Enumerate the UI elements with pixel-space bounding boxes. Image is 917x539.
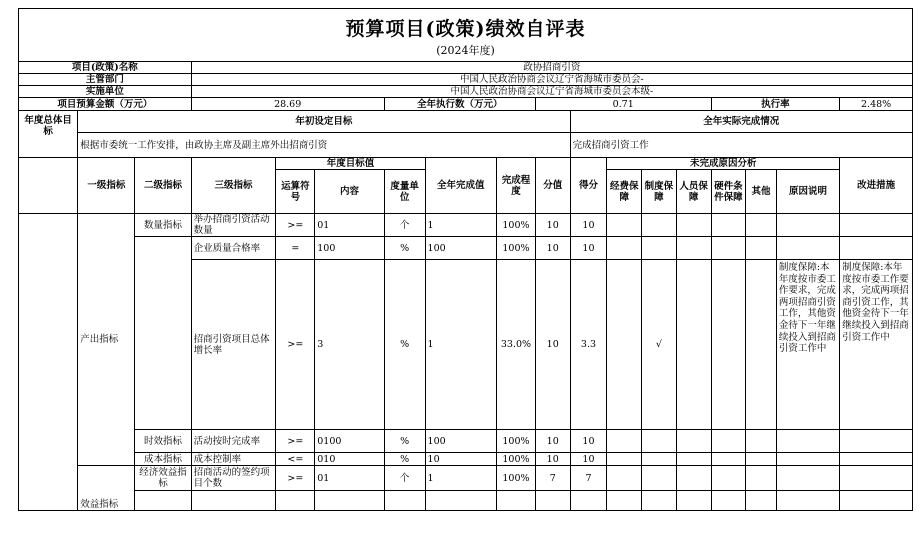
benefit-label: 效益指标	[78, 466, 135, 511]
score-cell: 10	[535, 214, 570, 237]
header-annual-target: 年度目标值	[276, 158, 425, 170]
content-cell: 0100	[315, 430, 384, 453]
got-cell: 10	[570, 214, 607, 237]
header-op: 运算符号	[276, 170, 315, 214]
op-cell: >=	[276, 466, 315, 491]
degree-cell: 100%	[497, 453, 536, 466]
unit-cell: %	[384, 453, 425, 466]
score-cell: 7	[535, 466, 570, 491]
year-subtitle: (2024年度)	[436, 44, 495, 57]
header-score: 分值	[535, 158, 570, 214]
content-cell: 100	[315, 237, 384, 260]
score-cell: 10	[535, 430, 570, 453]
project-name-label: 项目(政策)名称	[19, 62, 192, 74]
op-cell: >=	[276, 430, 315, 453]
l2-cell: 经济效益指标	[135, 466, 191, 491]
score-cell: 10	[535, 453, 570, 466]
score-cell: 10	[535, 260, 570, 430]
header-r-hw: 硬件条件保障	[711, 170, 746, 214]
l3-cell: 招商引资项目总体增长率	[191, 260, 276, 430]
unit-cell: %	[384, 237, 425, 260]
unit-cell: %	[384, 260, 425, 430]
evaluation-table	[18, 61, 913, 511]
header-r-fund: 经费保障	[607, 170, 642, 214]
value-cell: 100	[425, 237, 497, 260]
unit-value: 中国人民政治协商会议辽宁省海城市委员会本级-	[191, 86, 912, 98]
got-cell: 10	[570, 430, 607, 453]
exec-label: 全年执行数（万元）	[384, 98, 535, 111]
table-row	[19, 430, 913, 453]
content-cell: 01	[315, 214, 384, 237]
header-l3: 三级指标	[191, 158, 276, 214]
content-cell: 01	[315, 466, 384, 491]
initial-goal-text: 根据市委统一工作安排，由政协主席及副主席外出招商引资	[78, 133, 570, 158]
l3-cell: 举办招商引资活动数量	[191, 214, 276, 237]
actual-goal-label: 全年实际完成情况	[570, 111, 912, 133]
table-row	[19, 453, 913, 466]
value-cell: 1	[425, 260, 497, 430]
unit-cell: %	[384, 430, 425, 453]
l2-cell: 数量指标	[135, 214, 191, 237]
budget-value: 28.69	[191, 98, 384, 111]
l3-cell: 企业质量合格率	[191, 237, 276, 260]
score-cell: 10	[535, 237, 570, 260]
header-r-sys: 制度保障	[642, 170, 677, 214]
got-cell: 10	[570, 237, 607, 260]
dept-label: 主管部门	[19, 74, 192, 86]
system-check-mark: √	[642, 260, 677, 430]
header-r-other: 其他	[746, 170, 777, 214]
op-cell: >=	[276, 260, 315, 430]
rate-value: 2.48%	[840, 98, 913, 111]
output-label: 产出指标	[78, 214, 135, 466]
l2-cell: 成本指标	[135, 453, 191, 466]
got-cell: 10	[570, 453, 607, 466]
l3-cell: 活动按时完成率	[191, 430, 276, 453]
header-unit: 度量单位	[384, 170, 425, 214]
value-cell: 1	[425, 214, 497, 237]
op-cell: =	[276, 237, 315, 260]
content-cell: 010	[315, 453, 384, 466]
unit-cell: 个	[384, 466, 425, 491]
header-l2: 二级指标	[135, 158, 191, 214]
content-cell: 3	[315, 260, 384, 430]
degree-cell: 100%	[497, 237, 536, 260]
table-row	[19, 466, 913, 491]
dept-value: 中国人民政治协商会议辽宁省海城市委员会-	[191, 74, 912, 86]
value-cell: 100	[425, 430, 497, 453]
goals-label: 年度总体目标	[19, 111, 78, 158]
header-r-desc: 原因说明	[776, 170, 839, 214]
header-content: 内容	[315, 170, 384, 214]
header-degree: 完成程度	[497, 158, 536, 214]
rate-label: 执行率	[711, 98, 840, 111]
got-cell: 3.3	[570, 260, 607, 430]
header-l1: 一级指标	[78, 158, 135, 214]
exec-value: 0.71	[535, 98, 711, 111]
op-cell: <=	[276, 453, 315, 466]
l2-cell: 时效指标	[135, 430, 191, 453]
initial-goal-label: 年初设定目标	[78, 111, 570, 133]
header-r-staff: 人员保障	[676, 170, 711, 214]
header-got: 得分	[570, 158, 607, 214]
improvement-measures: 制度保障:本年度按市委工作要求，完成两项招商引资工作，其他资金待下一年继续投入到招商引资工作中	[840, 260, 913, 430]
reason-description: 制度保障:本年度按市委工作要求，完成两项招商引资工作，其他资金待下一年继续投入到招商引资工作中	[776, 260, 839, 430]
table-row	[19, 214, 913, 237]
header-reasons: 未完成原因分析	[607, 158, 840, 170]
l2-cell	[135, 237, 191, 430]
op-cell: >=	[276, 214, 315, 237]
l3-cell: 成本控制率	[191, 453, 276, 466]
value-cell: 10	[425, 453, 497, 466]
budget-label: 项目预算金额（万元）	[19, 98, 192, 111]
unit-cell: 个	[384, 214, 425, 237]
indicator-blank	[19, 158, 78, 214]
value-cell: 1	[425, 466, 497, 491]
page-title: 预算项目(政策)绩效自评表	[345, 18, 586, 40]
degree-cell: 100%	[497, 466, 536, 491]
project-name-value: 政协招商引资	[191, 62, 912, 74]
header-improve: 改进措施	[840, 158, 913, 214]
unit-label: 实施单位	[19, 86, 192, 98]
degree-cell: 100%	[497, 430, 536, 453]
table-row	[19, 237, 913, 260]
degree-cell: 100%	[497, 214, 536, 237]
actual-goal-text: 完成招商引资工作	[570, 133, 912, 158]
left-blank-cell	[19, 214, 78, 511]
got-cell: 7	[570, 466, 607, 491]
l3-cell: 招商活动的签约项目个数	[191, 466, 276, 491]
degree-cell: 33.0%	[497, 260, 536, 430]
header-full-value: 全年完成值	[425, 158, 497, 214]
